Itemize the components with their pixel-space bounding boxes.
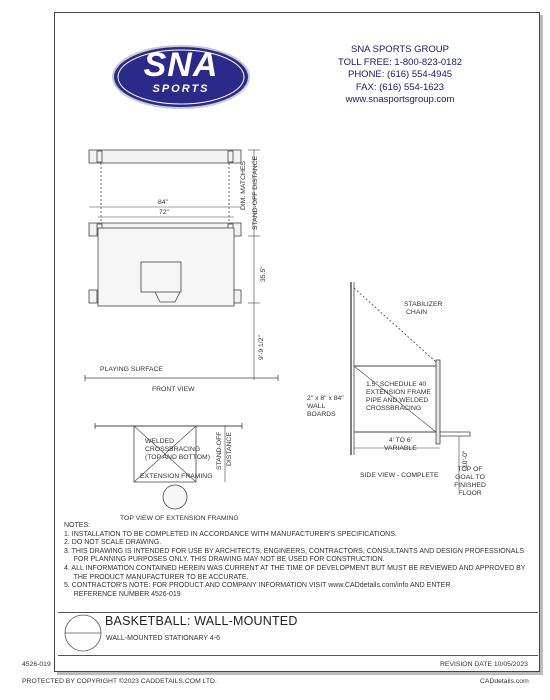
- drawing-subtitle: WALL-MOUNTED STATIONARY 4-6: [106, 635, 220, 642]
- logo-sub-text: SPORTS: [152, 83, 210, 95]
- note-3b: FOR PLANNING PURPOSES ONLY. THIS DRAWING MAY NOT BE USED FOR CONSTRUCTION.: [64, 556, 385, 564]
- front-dim-72: 72": [159, 209, 169, 216]
- wall-boards-label: [307, 395, 344, 419]
- welded-l1: WELDED: [145, 438, 175, 445]
- pipe-l1: 1.5" SCHEDULE 40: [366, 381, 427, 388]
- variable-label: [384, 437, 417, 453]
- variable-l1: 4' TO 6': [388, 437, 412, 444]
- stabilizer-l2: CHAIN: [406, 309, 428, 316]
- side-view-caption: SIDE VIEW - COMPLETE: [360, 472, 439, 479]
- company-website[interactable]: www.snasportsgroup.com: [345, 94, 455, 105]
- front-view-caption: FRONT VIEW: [152, 386, 195, 393]
- front-dim-35: 35.5": [260, 266, 267, 282]
- notes-heading: NOTES:: [64, 522, 91, 529]
- logo-main-text: SNA: [143, 46, 219, 84]
- pipe-l4: CROSSBRACING: [366, 405, 422, 412]
- note-4b: THE PRODUCT MANUFACTURER TO BE ACCURATE.: [64, 573, 249, 581]
- company-fax: FAX: (616) 554-1623: [355, 81, 445, 93]
- standoff-l2: DISTANCE: [226, 432, 233, 466]
- welded-l3: (TOP AND BOTTOM): [145, 454, 210, 461]
- stabilizer-l1: STABILIZER: [404, 301, 443, 308]
- wall-l3: BOARDS: [307, 411, 336, 418]
- top-view-caption: TOP VIEW OF EXTENSION FRAMING: [120, 515, 239, 522]
- variable-l2: VARIABLE: [384, 445, 417, 452]
- top-of-goal-label: [450, 466, 490, 498]
- standoff-l1: STAND-OFF: [216, 431, 223, 470]
- front-dim-matches-l1: DIM. MATCHES: [240, 161, 247, 210]
- pipe-label: [366, 381, 431, 413]
- top-goal-l1: TOP OF: [457, 466, 483, 473]
- note-5a: 5. CONTRACTOR'S NOTE: FOR PRODUCT AND COMPANY INFORMATION VISIT www.CADdetails.com/info AND ENTER: [64, 582, 451, 590]
- company-toll-free: TOLL FREE: 1-800-823-0182: [337, 56, 463, 68]
- note-1: 1. INSTALLATION TO BE COMPLETED IN ACCORDANCE WITH MANUFACTURER'S SPECIFICATIONS.: [64, 530, 397, 538]
- top-goal-l2: GOAL TO: [455, 474, 485, 481]
- stabilizer-chain-label: [404, 301, 442, 317]
- company-name: SNA SPORTS GROUP: [350, 44, 449, 55]
- pipe-l3: PIPE AND WELDED: [366, 397, 429, 404]
- note-3a: 3. THIS DRAWING IS INTENDED FOR USE BY ARCHITECTS, ENGINEERS, CONTRACTORS, CONSULTANTS AND DESIGN PROFESSIONALS: [64, 547, 524, 555]
- extension-framing-label: EXTENSION FRAMING: [140, 473, 213, 480]
- caddetails-link[interactable]: CADdetails.com: [480, 678, 529, 685]
- company-info: [300, 44, 500, 107]
- front-dim-matches: [240, 150, 300, 232]
- top-goal-l3: FINISHED: [454, 482, 486, 489]
- playing-surface-label: PLAYING SURFACE: [100, 366, 163, 373]
- top-goal-l4: FLOOR: [458, 490, 482, 497]
- height-label: 10'-0": [462, 450, 469, 468]
- note-4a: 4. ALL INFORMATION CONTAINED HEREIN WAS CURRENT AT THE TIME OF DEVELOPMENT BUT MUST BE REVIEWED AND APPROVED BY: [64, 564, 526, 572]
- wall-l1: 2" x 8" x 84": [307, 395, 344, 402]
- drawing-title: BASKETBALL: WALL-MOUNTED: [105, 614, 298, 628]
- note-2: 2. DO NOT SCALE DRAWING.: [64, 539, 162, 547]
- note-5b: REFERENCE NUMBER 4526-019: [64, 590, 181, 598]
- logo-text: [113, 48, 249, 96]
- pipe-l2: EXTENSION FRAME: [366, 389, 431, 396]
- reference-number: 4526-019: [22, 661, 51, 668]
- welded-crossbracing-label: [145, 438, 210, 462]
- revision-date: REVISION DATE 10/05/2023: [440, 661, 528, 668]
- company-phone: PHONE: (616) 554-4945: [347, 69, 453, 80]
- front-dim-9: 9'-9 1/2": [258, 335, 265, 360]
- copyright-notice: PROTECTED BY COPYRIGHT ©2023 CADDETAILS.COM LTD.: [22, 678, 217, 685]
- front-dim-matches-l2: STAND-OFF DISTANCE: [252, 155, 259, 230]
- front-dim-84: 84": [158, 199, 168, 206]
- wall-l2: WALL: [307, 403, 326, 410]
- welded-l2: CROSSBRACING: [145, 446, 201, 453]
- notes-section: [64, 522, 534, 599]
